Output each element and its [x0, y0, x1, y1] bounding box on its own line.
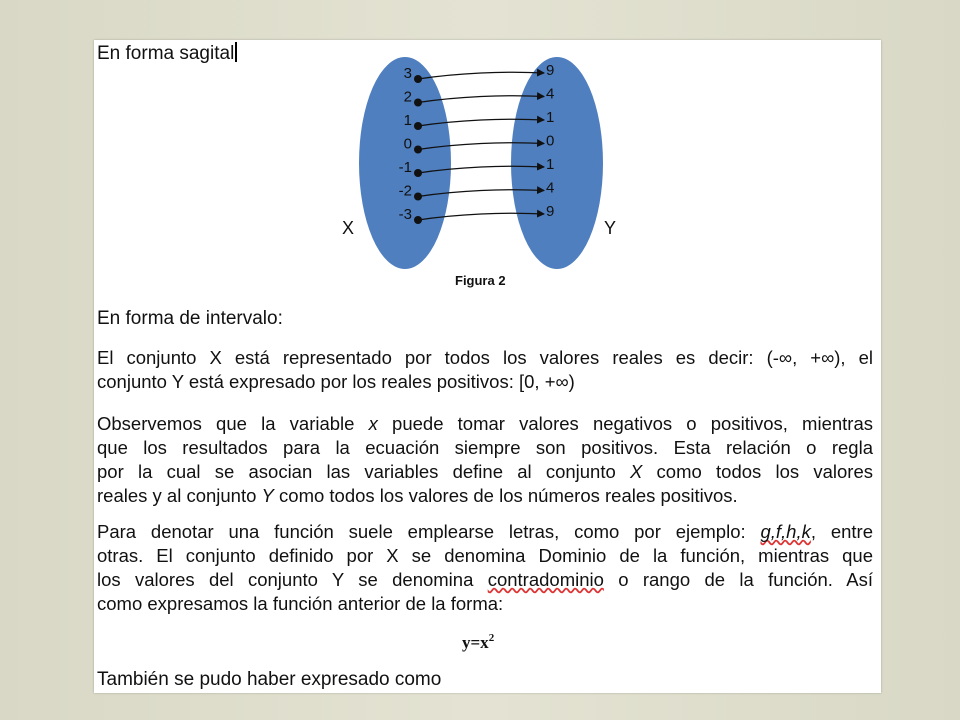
x-point — [414, 99, 422, 107]
set-x-label: X — [342, 218, 355, 238]
set-y-ellipse — [511, 57, 603, 269]
paragraph-observation — [97, 412, 873, 508]
mapping-arrow — [418, 72, 544, 79]
paragraph-line: otras. El conjunto definido por X se denomina Dominio de la función, mientras que — [97, 545, 873, 566]
y-value-label: 0 — [546, 132, 555, 150]
document-page — [94, 40, 881, 693]
x-point — [414, 193, 422, 201]
x-point — [414, 169, 422, 177]
paragraph-line: los valores del conjunto Y se denomina contradominio o rango de la función. Así — [97, 569, 873, 590]
closing-line: También se pudo haber expresado como — [97, 669, 442, 690]
paragraph-notation — [97, 520, 873, 616]
paragraph-line: por la cual se asocian las variables define al conjunto X como todos los valores — [97, 461, 873, 482]
function-letters: g,f,h,k — [760, 521, 811, 542]
x-value-label: -3 — [398, 206, 412, 223]
y-value-label: 9 — [546, 203, 555, 220]
variable-X: X — [630, 461, 643, 482]
figure-caption: Figura 2 — [455, 273, 506, 288]
formula — [462, 632, 494, 653]
heading-intervalo: En forma de intervalo: — [97, 308, 283, 329]
y-value-label: 1 — [546, 109, 555, 126]
y-value-label: 9 — [546, 62, 555, 79]
x-point — [414, 75, 422, 83]
heading-sagital-text: En forma sagital — [97, 43, 235, 64]
y-value-label: 4 — [546, 179, 555, 197]
variable-Y: Y — [261, 485, 274, 506]
x-value-label: -2 — [398, 182, 412, 200]
paragraph-line: conjunto Y está expresado por los reales positivos: [0, +∞) — [97, 371, 575, 392]
x-value-label: 2 — [403, 88, 412, 106]
paragraph-line: reales y al conjunto Y como todos los valores de los números reales positivos. — [97, 485, 738, 506]
x-point — [414, 146, 422, 154]
x-point — [414, 216, 422, 224]
formula-base: y=x — [462, 633, 489, 652]
x-point — [414, 122, 422, 130]
x-value-label: 0 — [403, 135, 412, 153]
paragraph-line: como expresamos la función anterior de la forma: — [97, 593, 504, 614]
word-contradominio: contradominio — [487, 569, 604, 590]
x-value-label: -1 — [398, 159, 412, 176]
paragraph-line: que los resultados para la ecuación siempre son positivos. Esta relación o regla — [97, 437, 873, 458]
paragraph-line: El conjunto X está representado por todos los valores reales es decir: (-∞, +∞), el — [97, 347, 873, 368]
y-value-labels — [546, 62, 554, 220]
paragraph-line: Observemos que la variable x puede tomar valores negativos o positivos, mientras — [97, 413, 874, 434]
paragraph-interval — [97, 346, 873, 394]
formula-exponent: 2 — [488, 632, 495, 644]
x-value-label: 1 — [403, 112, 412, 129]
paragraph-line: Para denotar una función suele emplearse letras, como por ejemplo: g,f,h,k, entre — [97, 521, 873, 542]
sagittal-diagram — [94, 40, 881, 280]
set-y-label: Y — [604, 218, 617, 238]
variable-x: x — [368, 413, 378, 434]
y-value-label: 1 — [546, 156, 555, 173]
x-value-label: 3 — [403, 65, 412, 82]
y-value-label: 4 — [546, 85, 555, 103]
